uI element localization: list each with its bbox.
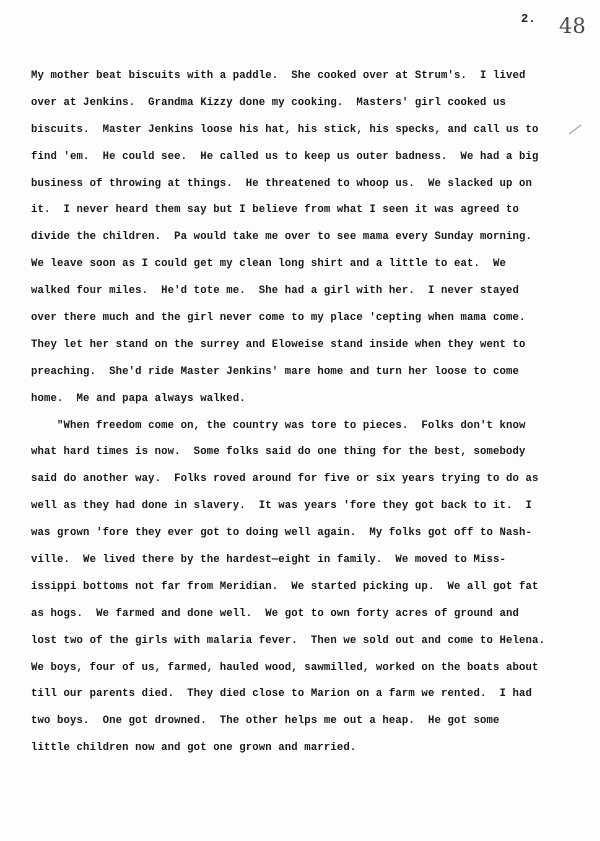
text-line: well as they had done in slavery. It was years 'fore they got back to it. I <box>31 500 533 513</box>
text-line: We boys, four of us, farmed, hauled wood, sawmilled, worked on the boats about <box>31 661 539 674</box>
text-line: was grown 'fore they ever got to doing well again. My folks got off to Nash- <box>31 527 533 540</box>
text-line: walked four miles. He'd tote me. She had a girl with her. I never stayed <box>31 285 520 298</box>
text-line: We leave soon as I could get my clean long shirt and a little to eat. We <box>31 258 507 271</box>
text-line: as hogs. We farmed and done well. We got to own forty acres of ground and <box>31 607 520 620</box>
text-line: what hard times is now. Some folks said do one thing for the best, somebody <box>31 446 526 459</box>
text-line: issippi bottoms not far from Meridian. We started picking up. We all got fat <box>31 580 539 593</box>
text-line: biscuits. Master Jenkins loose his hat, his stick, his specks, and call us to <box>31 123 539 136</box>
text-line: lost two of the girls with malaria fever. Then we sold out and come to Helena. <box>31 634 546 647</box>
text-line: find 'em. He could see. He called us to keep us outer badness. We had a big <box>31 150 539 163</box>
text-line: two boys. One got drowned. The other helps me out a heap. He got some <box>31 715 500 728</box>
text-line: preaching. She'd ride Master Jenkins' mare home and turn her loose to come <box>31 365 520 378</box>
text-line: They let her stand on the surrey and Eloweise stand inside when they went to <box>31 338 526 351</box>
text-line: over there much and the girl never come to my place 'cepting when mama come. <box>31 312 526 325</box>
text-line: "When freedom come on, the country was tore to pieces. Folks don't know <box>57 419 526 432</box>
handwritten-page-number: 48 <box>559 14 586 38</box>
text-line: business of throwing at things. He threatened to whoop us. We slacked up on <box>31 177 533 190</box>
text-line: ville. We lived there by the hardest—eight in family. We moved to Miss- <box>31 554 507 567</box>
text-line: till our parents died. They died close to Marion on a farm we rented. I had <box>31 688 533 701</box>
text-line: divide the children. Pa would take me over to see mama every Sunday morning. <box>31 231 533 244</box>
text-line: home. Me and papa always walked. <box>31 392 246 405</box>
text-line: it. I never heard them say but I believe from what I seen it was agreed to <box>31 204 520 217</box>
text-line: said do another way. Folks roved around for five or six years trying to do as <box>31 473 539 486</box>
document-body <box>31 63 579 762</box>
text-line: little children now and got one grown and married. <box>31 742 357 755</box>
text-line: My mother beat biscuits with a paddle. She cooked over at Strum's. I lived <box>31 70 526 82</box>
page-number: 2. <box>521 12 536 26</box>
text-line: over at Jenkins. Grandma Kizzy done my cooking. Masters' girl cooked us <box>31 96 507 109</box>
